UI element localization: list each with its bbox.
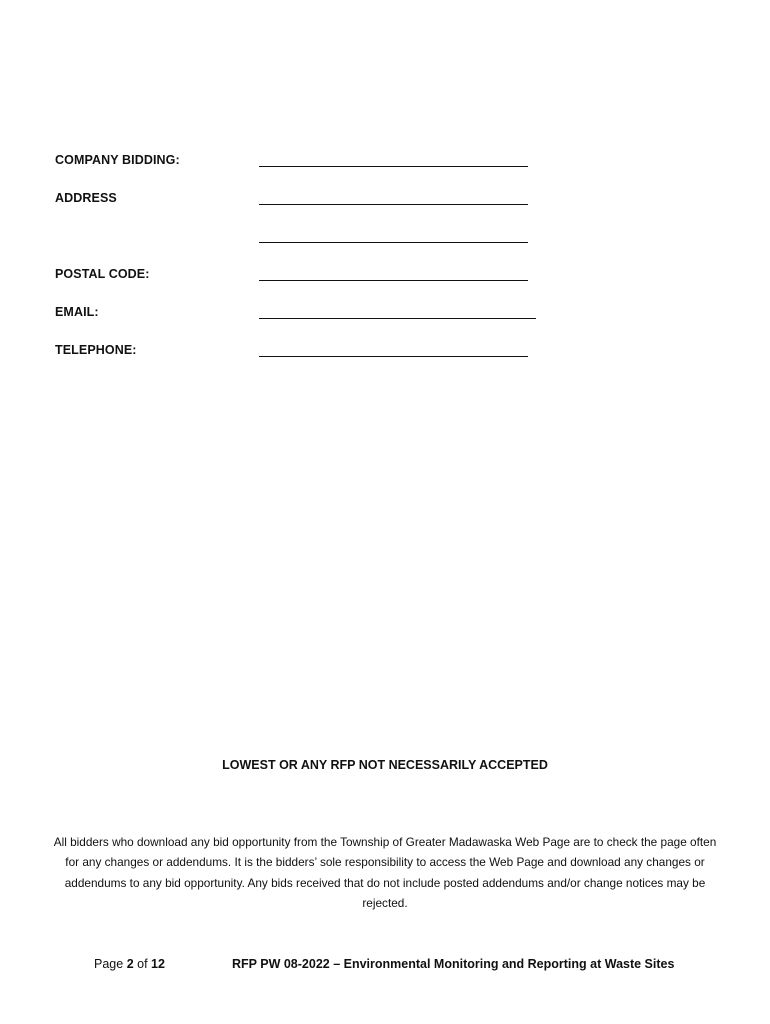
email-line[interactable] bbox=[259, 318, 536, 319]
address-line-1[interactable] bbox=[259, 204, 528, 205]
address-label: ADDRESS bbox=[55, 191, 117, 205]
email-label: EMAIL: bbox=[55, 305, 99, 319]
telephone-label: TELEPHONE: bbox=[55, 343, 137, 357]
telephone-line[interactable] bbox=[259, 356, 528, 357]
company-bidding-line[interactable] bbox=[259, 166, 528, 167]
page-indicator bbox=[94, 957, 165, 971]
document-title: RFP PW 08-2022 – Environmental Monitoring and Reporting at Waste Sites bbox=[232, 957, 675, 971]
page-number: 2 bbox=[126, 957, 134, 971]
page-word: Page bbox=[94, 957, 124, 971]
postal-code-label: POSTAL CODE: bbox=[55, 267, 150, 281]
of-word: of bbox=[137, 957, 148, 971]
page-total: 12 bbox=[151, 957, 165, 971]
notice-body: All bidders who download any bid opportunity from the Township of Greater Madawaska Web Page are to check the page often for any changes or addendums. It is the bidders’ sole responsibility to access the Web Page and download any changes or addendums to any bid opportunity. Any bids received that do not include posted addendums and/or change notices may be rejected. bbox=[53, 835, 717, 910]
company-bidding-label: COMPANY BIDDING: bbox=[55, 153, 180, 167]
notice-heading: LOWEST OR ANY RFP NOT NECESSARILY ACCEPTED bbox=[222, 758, 548, 772]
address-line-2[interactable] bbox=[259, 242, 528, 243]
postal-code-line[interactable] bbox=[259, 280, 528, 281]
